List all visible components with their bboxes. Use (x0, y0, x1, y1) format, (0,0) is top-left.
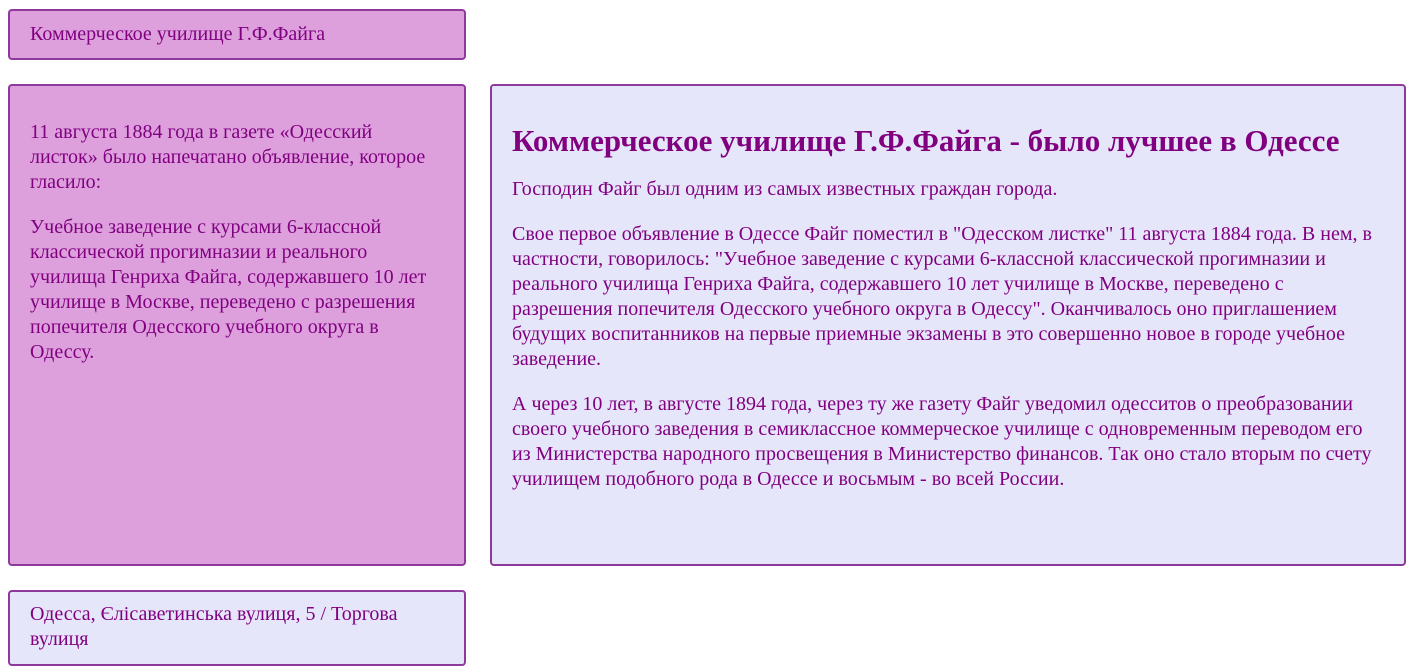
address-box (8, 590, 466, 666)
article-heading: Коммерческое училище Г.Ф.Файга - было лучшее в Одессе (512, 123, 1340, 158)
article-paragraph-3: А через 10 лет, в августе 1894 года, через ту же газету Файг уведомил одесситов о преобразовании своего учебного заведения в семиклассное коммерческое училище с одновременным переводом его из Министерства народного просвещения в Министерство финансов. Так оно стало вторым по счету училищем подобного рода в Одессе и восьмым - во всей России. (512, 393, 1372, 490)
sidebar-paragraph-announcement: Учебное заведение с курсами 6-классной классической прогимназии и реального училища Генриха Файга, содержавшего 10 лет училище в Москве, переведено с разрешения попечителя Одесского учебного округа в Одессу. (30, 216, 427, 363)
main-article (490, 84, 1406, 566)
article-paragraph-1: Господин Файг был одним из самых известных граждан города. (512, 178, 1058, 200)
sidebar-paragraph-intro: 11 августа 1884 года в газете «Одесский листок» было напечатано объявление, которое гласило: (30, 121, 426, 193)
article-paragraph-2: Свое первое объявление в Одессе Файг поместил в "Одесском листке" 11 августа 1884 года. В нем, в частности, говорилось: "Учебное заведение с курсами 6-классной классической прогимназии и реального училища Генриха Файга, содержавшего 10 лет училище в Москве, переведено с разрешения попечителя Одесского учебного округа в Одессу". Оканчивалось оно приглашением будущих воспитанников на первые приемные экзамены в это совершенно новое в городе учебное заведение. (512, 223, 1372, 370)
page-header (8, 9, 466, 60)
address-text: Одесса, Єлісаветинська вулиця, 5 / Торгова вулиця (30, 603, 398, 650)
sidebar-article-summary (8, 84, 466, 566)
header-title: Коммерческое училище Г.Ф.Файга (30, 23, 326, 45)
